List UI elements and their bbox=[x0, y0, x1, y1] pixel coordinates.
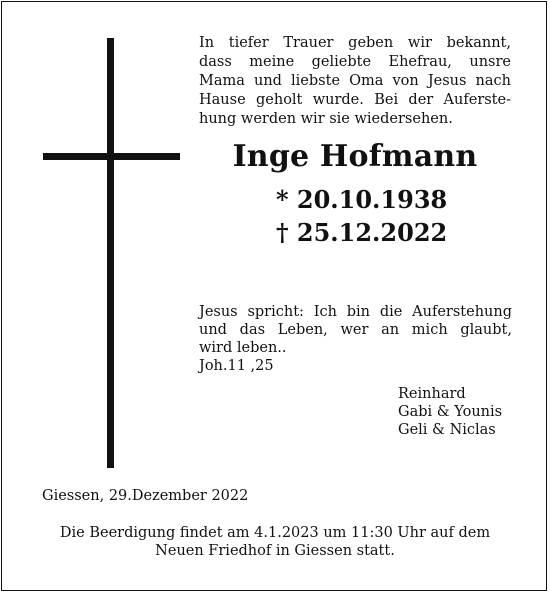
deceased-name: Inge Hofmann bbox=[232, 139, 478, 174]
birth-date: * 20.10.1938 bbox=[276, 185, 448, 214]
bible-quote bbox=[199, 303, 512, 375]
intro-line: hung werden wir sie wiedersehen. bbox=[199, 111, 453, 127]
funeral-notice bbox=[30, 524, 520, 560]
death-date: † 25.12.2022 bbox=[276, 218, 448, 247]
funeral-line: Die Beerdigung findet am 4.1.2023 um 11:30 Uhr auf dem bbox=[59, 525, 491, 541]
cross-icon bbox=[107, 38, 114, 468]
mourner-name: Gabi & Younis bbox=[398, 404, 503, 420]
mourners-list bbox=[398, 385, 502, 439]
mourner-name: Reinhard bbox=[398, 386, 466, 402]
quote-line: wird leben.. bbox=[199, 340, 287, 356]
quote-line: und das Leben, wer an mich glaubt, bbox=[199, 322, 512, 338]
intro-line: dass meine geliebte Ehefrau, unsre bbox=[199, 54, 511, 70]
intro-line: In tiefer Trauer geben wir bekannt, bbox=[199, 35, 511, 51]
cross-icon-bar bbox=[43, 153, 180, 160]
intro-text bbox=[199, 34, 511, 129]
intro-line: Mama und liebste Oma von Jesus nach bbox=[199, 73, 511, 89]
mourner-name: Geli & Niclas bbox=[398, 422, 496, 438]
quote-line: Jesus spricht: Ich bin die Auferstehung bbox=[199, 304, 512, 320]
quote-reference: Joh.11 ,25 bbox=[199, 358, 274, 374]
intro-line: Hause geholt wurde. Bei der Auferste- bbox=[199, 92, 511, 108]
funeral-line: Neuen Friedhof in Giessen statt. bbox=[155, 543, 395, 559]
place-and-date: Giessen, 29.Dezember 2022 bbox=[42, 488, 249, 504]
